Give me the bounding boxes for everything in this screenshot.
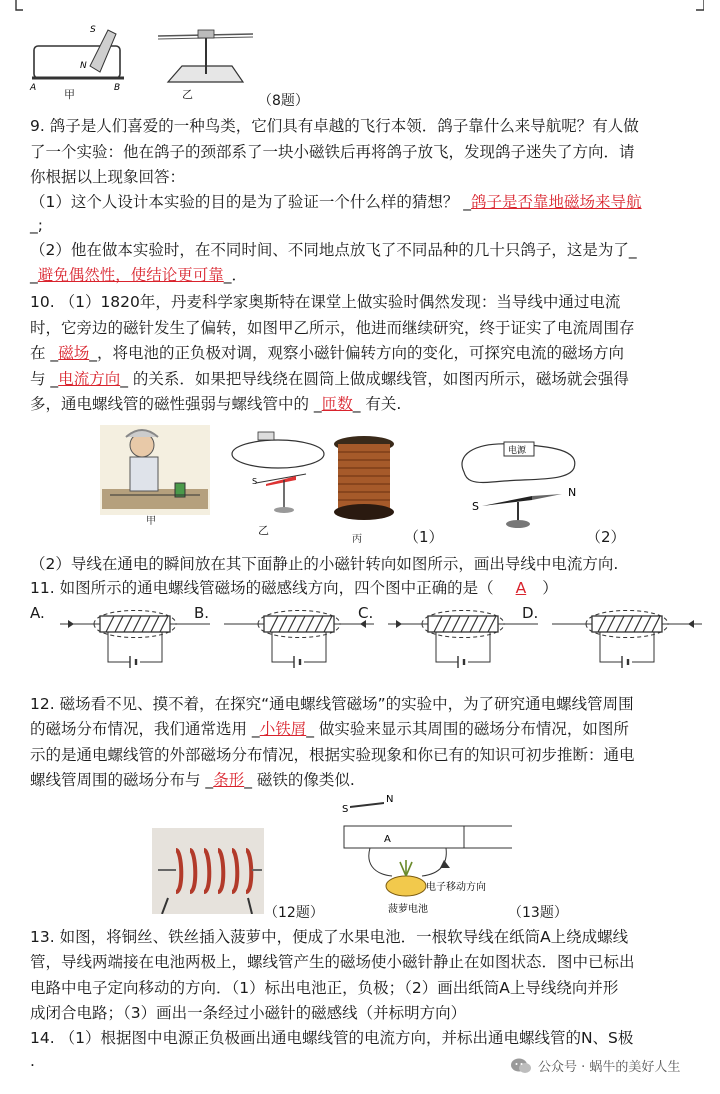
q12-l2-pre: 的磁场分布情况，我们通常选用 _ — [30, 720, 260, 738]
q13-line-4: 成闭合电路；（3）画出一条经过小磁针的磁感线（并标明方向） — [30, 1004, 467, 1022]
q9-p1-answer: 鸽子是否靠地磁场来导航 — [471, 193, 642, 211]
q12-l4-pre: 螺线管周围的磁场分布与 _ — [30, 771, 214, 789]
battery-label: 菠萝电池 — [388, 904, 428, 915]
q9-line-3: 你根据以上现象回答： — [30, 168, 186, 186]
fig-jia-label: 甲 — [64, 88, 75, 101]
q12-line-2 — [30, 718, 629, 740]
q10-l3-answer: 磁场 — [58, 344, 90, 362]
label-b: B — [114, 83, 121, 93]
q11-option-label: D. — [522, 604, 539, 622]
figure-8-yi — [148, 22, 258, 92]
fig-10-bing-label: 丙 — [352, 534, 362, 545]
tube-label: A — [384, 834, 391, 845]
q9-line-1: 9. 鸽子是人们喜爱的一种鸟类，它们具有卓越的飞行本领．鸽子靠什么来导航呢？有人做 — [30, 117, 639, 135]
label-a: A — [30, 83, 37, 93]
q9-part-1 — [30, 191, 642, 213]
q10-line-3 — [30, 342, 624, 364]
q10-l5-post: _ 有关. — [352, 395, 402, 413]
label-n: N — [386, 794, 394, 805]
q9-p2-blank: _ — [30, 266, 38, 284]
figure-13-pineapple-battery — [336, 790, 512, 918]
q12-line-3: 示的是通电螺线管的外部磁场分布情况，根据实验现象和你已有的知识可初步推断：通电 — [30, 746, 635, 764]
label-s: S — [342, 804, 349, 815]
watermark — [510, 1056, 680, 1075]
electron-direction-label: 电子移动方向 — [426, 882, 486, 893]
q11-option-diagram — [60, 604, 210, 674]
fig-yi-label: 乙 — [182, 88, 193, 101]
q11-line — [30, 577, 558, 599]
q12-line-1: 12. 磁场看不见、摸不着，在探究“通电螺线管磁场”的实验中，为了研究通电螺线管周围 — [30, 695, 634, 713]
label-s: S — [90, 25, 96, 35]
q10-line-2: 时，它旁边的磁针发生了偏转，如图甲乙所示，他进而继续研究，终于证实了电流周围存 — [30, 319, 635, 337]
q11-option-label: B. — [194, 604, 210, 622]
q11-option-label: C. — [358, 604, 374, 622]
q10-line-4 — [30, 368, 629, 390]
q9-p2-answer: 避免偶然性，使结论更可靠 — [37, 266, 224, 284]
q10-l4-pre: 与 _ — [30, 370, 59, 388]
q10-part-2: （2）导线在通电的瞬间放在其下面静止的小磁针转向如图所示，画出导线中电流方向. — [30, 555, 619, 573]
solenoid-coil — [328, 432, 400, 528]
q9-p2-end: _． — [223, 266, 248, 284]
q12-line-4 — [30, 769, 355, 791]
q10-line-5 — [30, 393, 401, 415]
fig-13-caption: （13题） — [508, 905, 568, 921]
q12-l4-answer: 条形 — [213, 771, 245, 789]
q13-line-3: 电路中电子定向移动的方向．（1）标出电池正，负极；（2）画出纸筒A上导线绕向并形 — [30, 979, 619, 997]
fig-10-caption-1: （1） — [404, 528, 444, 546]
fig-10-jia-label: 甲 — [146, 516, 156, 527]
q9-part-1-end: _; — [30, 216, 43, 234]
wechat-icon — [510, 1057, 532, 1075]
q10-line-1: 10. （1）1820年，丹麦科学家奥斯特在课堂上做实验时偶然发现：当导线中通过电流 — [30, 293, 621, 311]
label-n: N — [80, 61, 87, 71]
q10-l4-answer: 电流方向 — [58, 370, 121, 388]
q12-l4-post: _ 磁铁的像类似. — [244, 771, 355, 789]
q11-close: ） — [542, 579, 558, 597]
q9-p1-text: （1）这个人设计本实验的目的是为了验证一个什么样的猜想？ _ — [30, 193, 472, 211]
q10-l5-answer: 匝数 — [321, 395, 353, 413]
q13-line-2: 管，导线两端接在电池两极上，螺线管产生的磁场使小磁针静止在如图状态．图中已标出 — [30, 953, 635, 971]
q9-part-2-cont — [30, 264, 247, 286]
q14-dot: . — [30, 1052, 35, 1070]
corner-mark-left — [14, 0, 24, 12]
q9-part-2: （2）他在做本实验时，在不同时间、不同地点放飞了不同品种的几十只鸽子，这是为了_ — [30, 241, 637, 259]
fig-8-caption: （8题） — [258, 93, 309, 109]
q11-option-diagram — [388, 604, 538, 674]
q11-answer: A — [515, 579, 527, 597]
figure-8-jia — [28, 24, 128, 96]
q10-l5-pre: 多，通电螺线管的磁性强弱与螺线管中的 _ — [30, 395, 322, 413]
q14-line-1: 14. （1）根据图中电源正负极画出通电螺线管的电流方向，并标出通电螺线管的N、S极 — [30, 1029, 634, 1047]
power-label: 电源 — [508, 446, 527, 456]
q9-line-2: 了一个实验：他在鸽子的颈部系了一块小磁铁后再将鸽子放飞，发现鸽子迷失了方向．请 — [30, 143, 635, 161]
label-s: S — [472, 500, 479, 513]
q11-text: 11. 如图所示的通电螺线管磁场的磁感线方向，四个图中正确的是（ — [30, 579, 494, 597]
q12-l2-answer: 小铁屑 — [259, 720, 307, 738]
watermark-text: 公众号 · 蜗牛的美好人生 — [538, 1060, 681, 1075]
fig-10-yi-label: 乙 — [258, 524, 269, 537]
q11-option-label: A. — [30, 604, 45, 622]
q13-line-1: 13. 如图，将铜丝、铁丝插入菠萝中，便成了水果电池．一根软导线在纸筒A上绕成螺线 — [30, 928, 629, 946]
q11-option-diagram — [224, 604, 374, 674]
label-s: S — [252, 477, 258, 486]
q10-l3-pre: 在 _ — [30, 344, 59, 362]
q10-l4-post: _ 的关系．如果把导线绕在圆筒上做成螺线管，如图丙所示，磁场就会强得 — [120, 370, 629, 388]
label-n: N — [568, 486, 577, 499]
fig-12-caption: （12题） — [264, 905, 324, 921]
q10-l3-post: _，将电池的正负极对调，观察小磁针偏转方向的变化，可探究电流的磁场方向 — [89, 344, 624, 362]
wire-compass-diagram — [452, 436, 584, 536]
q12-l2-post: _ 做实验来显示其周围的磁场分布情况，如图所 — [306, 720, 629, 738]
corner-mark-right — [694, 0, 704, 12]
oersted-wire-diagram — [226, 428, 328, 516]
fig-10-caption-2: （2） — [586, 528, 626, 546]
q11-option-diagram — [552, 604, 702, 674]
oersted-illustration — [100, 425, 210, 515]
figure-12-iron-filings-coil — [152, 828, 264, 914]
